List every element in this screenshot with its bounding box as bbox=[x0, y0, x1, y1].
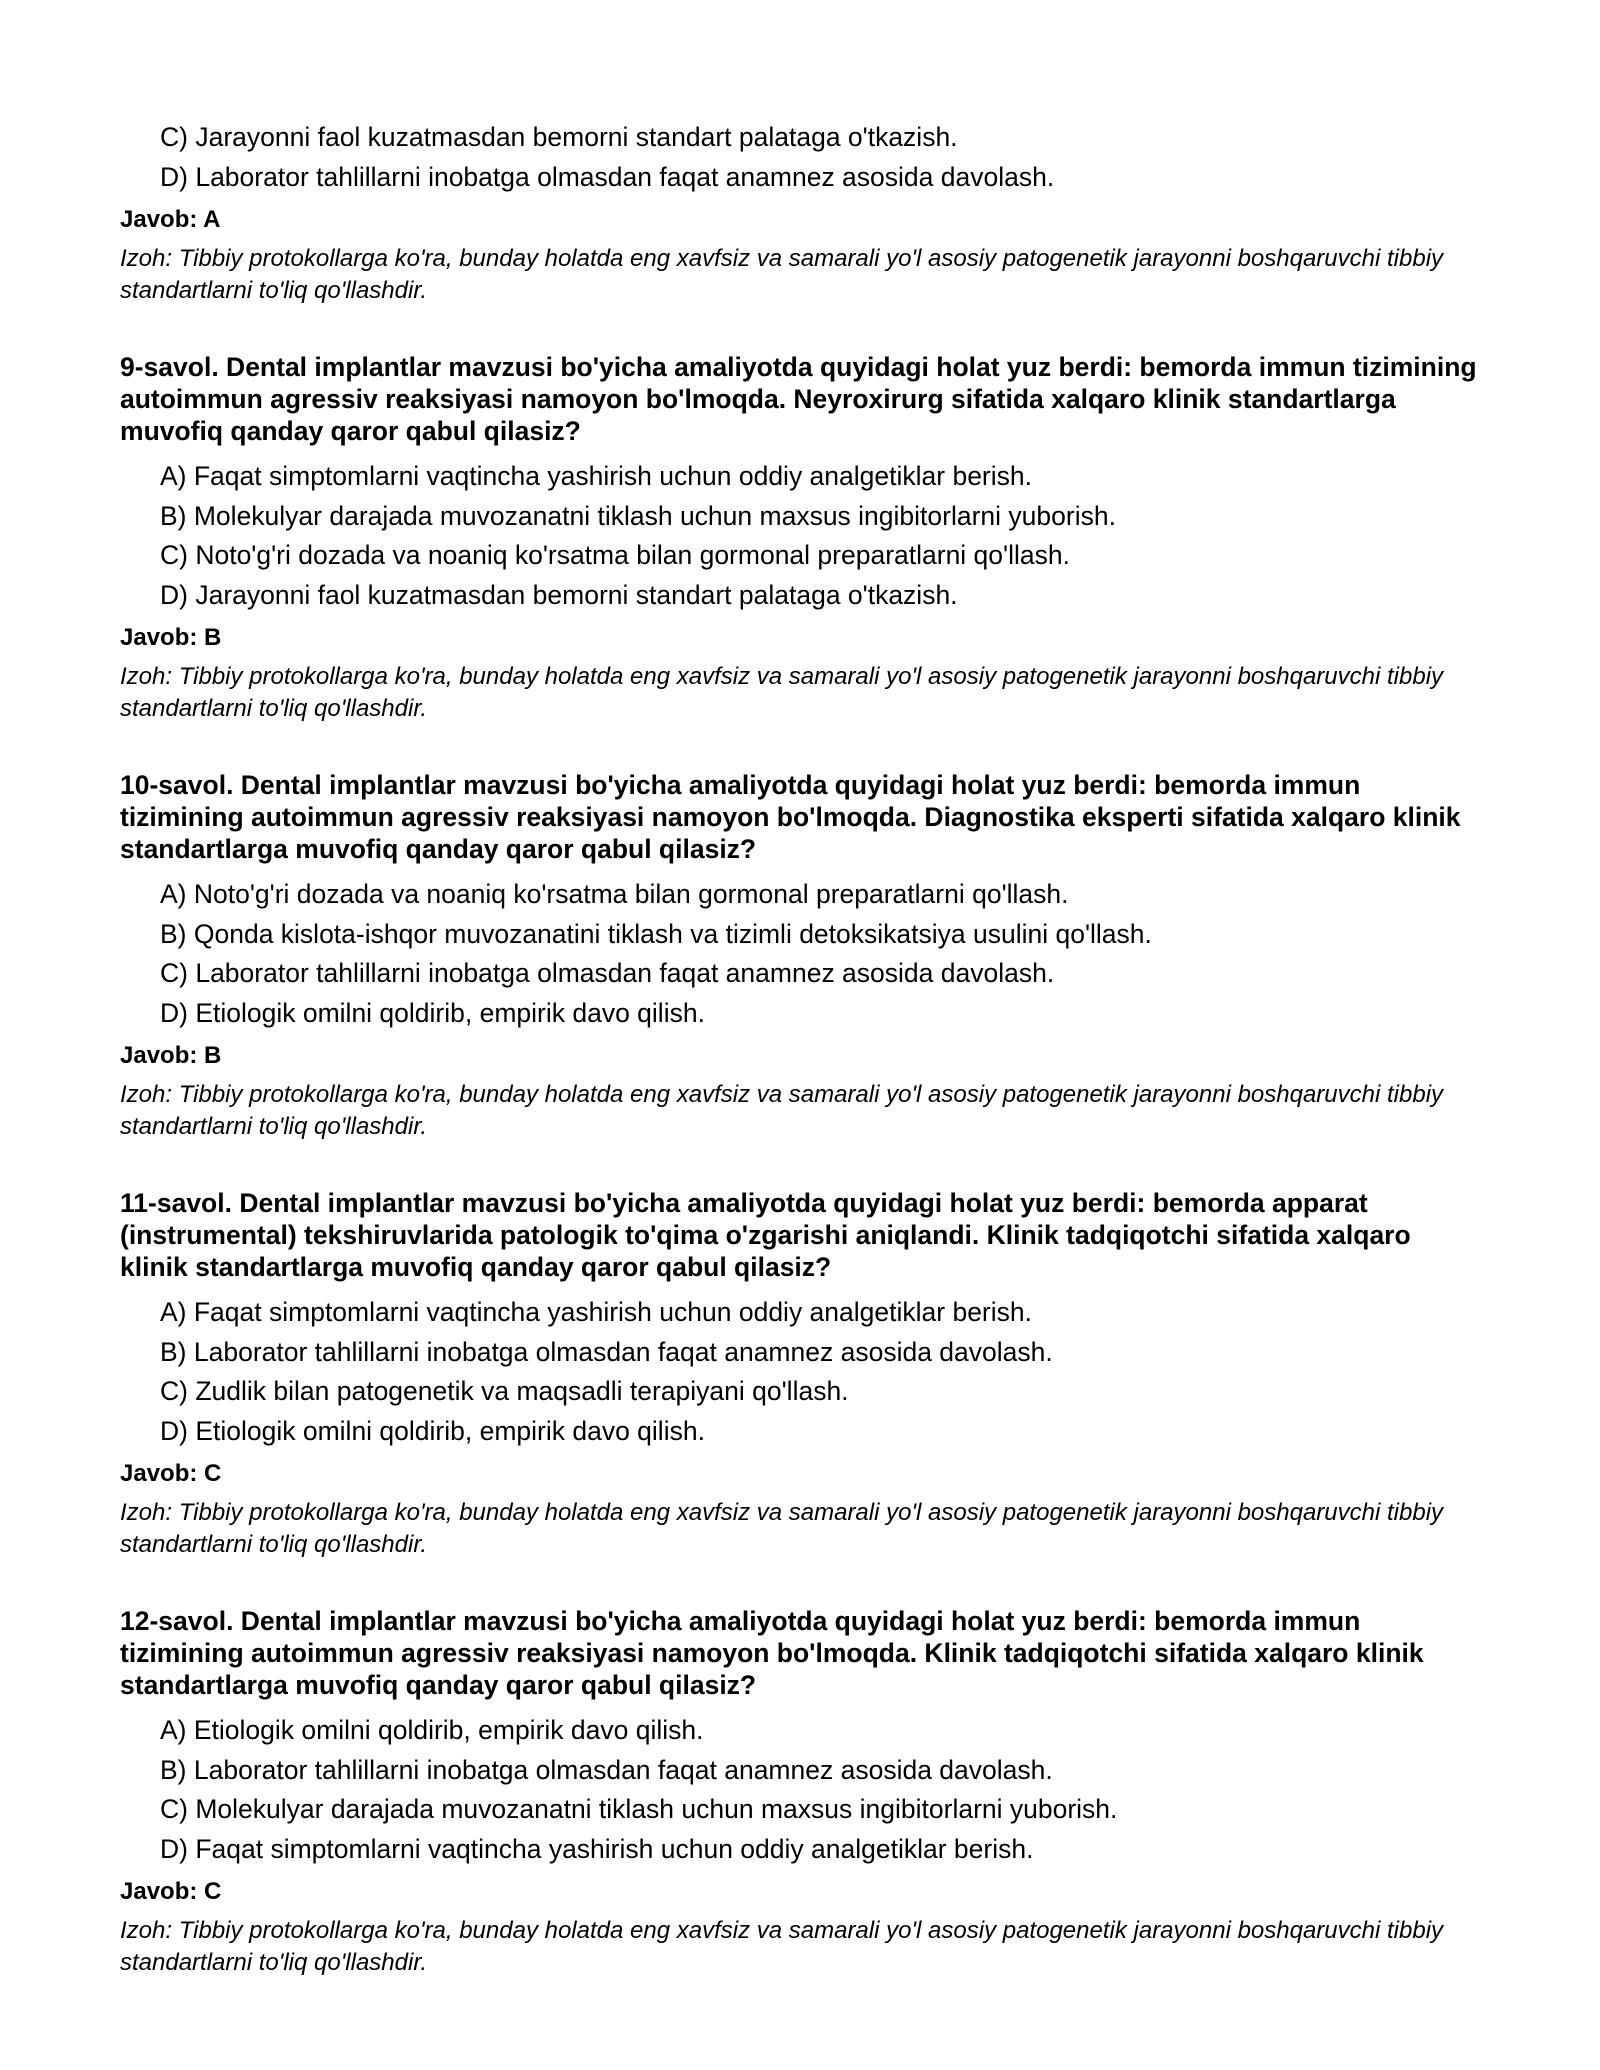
options-list bbox=[120, 118, 1480, 197]
options-list bbox=[120, 457, 1480, 615]
options-list bbox=[120, 1293, 1480, 1451]
option-b: B) Laborator tahlillarni inobatga olmasdan faqat anamnez asosida davolash. bbox=[160, 1754, 1053, 1785]
option-a: A) Faqat simptomlarni vaqtincha yashirish uchun oddiy analgetiklar berish. bbox=[160, 1297, 1032, 1327]
option-c: C) Molekulyar darajada muvozanatni tiklash uchun maxsus ingibitorlarni yuborish. bbox=[160, 1794, 1118, 1824]
option-c: C) Jarayonni faol kuzatmasdan bemorni standart palataga o'tkazish. bbox=[160, 122, 958, 152]
explanation-note: Izoh: Tibbiy protokollarga ko'ra, bunday holatda eng xavfsiz va samarali yo'l asosiy patogenetik jarayonni boshqaruvchi tibbiy standartlarni to'liq qo'llashdir. bbox=[120, 1917, 1444, 1976]
options-list bbox=[120, 1711, 1480, 1869]
answer-label: Javob: B bbox=[120, 624, 222, 651]
option-a: A) Faqat simptomlarni vaqtincha yashirish uchun oddiy analgetiklar berish. bbox=[160, 461, 1032, 491]
answer-label: Javob: A bbox=[120, 206, 221, 233]
question-text: 11-savol. Dental implantlar mavzusi bo'yicha amaliyotda quyidagi holat yuz berdi: bemorda apparat (instrumental) tekshiruvlarida patologik to'qima o'zgarishi aniqlandi. Klinik tadqiqotchi sifatida xalqaro klinik standartlarga muvofiq qanday qaror qabul qilasiz? bbox=[120, 1188, 1411, 1282]
explanation-note: Izoh: Tibbiy protokollarga ko'ra, bunday holatda eng xavfsiz va samarali yo'l asosiy patogenetik jarayonni boshqaruvchi tibbiy standartlarni to'liq qo'llashdir. bbox=[120, 1081, 1444, 1140]
document-page bbox=[120, 118, 1480, 1979]
option-d: D) Etiologik omilni qoldirib, empirik davo qilish. bbox=[160, 1415, 705, 1446]
option-d: D) Etiologik omilni qoldirib, empirik davo qilish. bbox=[160, 997, 705, 1028]
option-b: B) Qonda kislota-ishqor muvozanatini tiklash va tizimli detoksikatsiya usulini qo'llash. bbox=[160, 918, 1152, 949]
answer-label: Javob: B bbox=[120, 1042, 222, 1069]
options-list bbox=[120, 875, 1480, 1033]
answer-label: Javob: C bbox=[120, 1460, 222, 1487]
question-10 bbox=[120, 769, 1480, 1143]
question-8-continuation bbox=[120, 118, 1480, 307]
option-a: A) Etiologik omilni qoldirib, empirik davo qilish. bbox=[160, 1715, 704, 1745]
option-c: C) Zudlik bilan patogenetik va maqsadli terapiyani qo'llash. bbox=[160, 1376, 849, 1406]
question-12 bbox=[120, 1605, 1480, 1979]
question-text: 12-savol. Dental implantlar mavzusi bo'yicha amaliyotda quyidagi holat yuz berdi: bemorda immun tizimining autoimmun agressiv reaksiyasi namoyon bo'lmoqda. Klinik tadqiqotchi sifatida xalqaro klinik standartlarga muvofiq qanday qaror qabul qilasiz? bbox=[120, 1606, 1424, 1700]
explanation-note: Izoh: Tibbiy protokollarga ko'ra, bunday holatda eng xavfsiz va samarali yo'l asosiy patogenetik jarayonni boshqaruvchi tibbiy standartlarni to'liq qo'llashdir. bbox=[120, 663, 1444, 722]
option-c: C) Laborator tahlillarni inobatga olmasdan faqat anamnez asosida davolash. bbox=[160, 958, 1055, 988]
answer-label: Javob: C bbox=[120, 1878, 222, 1905]
question-text: 10-savol. Dental implantlar mavzusi bo'yicha amaliyotda quyidagi holat yuz berdi: bemorda immun tizimining autoimmun agressiv reaksiyasi namoyon bo'lmoqda. Diagnostika eksperti sifatida xalqaro klinik standartlarga muvofiq qanday qaror qabul qilasiz? bbox=[120, 770, 1461, 864]
option-b: B) Laborator tahlillarni inobatga olmasdan faqat anamnez asosida davolash. bbox=[160, 1336, 1053, 1367]
option-d: D) Laborator tahlillarni inobatga olmasdan faqat anamnez asosida davolash. bbox=[160, 161, 1055, 192]
explanation-note: Izoh: Tibbiy protokollarga ko'ra, bunday holatda eng xavfsiz va samarali yo'l asosiy patogenetik jarayonni boshqaruvchi tibbiy standartlarni to'liq qo'llashdir. bbox=[120, 1499, 1444, 1558]
question-text: 9-savol. Dental implantlar mavzusi bo'yicha amaliyotda quyidagi holat yuz berdi: bemorda immun tizimining autoimmun agressiv reaksiyasi namoyon bo'lmoqda. Neyroxirurg sifatida xalqaro klinik standartlarga muvofiq qanday qaror qabul qilasiz? bbox=[120, 352, 1477, 446]
option-b: B) Molekulyar darajada muvozanatni tiklash uchun maxsus ingibitorlarni yuborish. bbox=[160, 500, 1116, 531]
question-9 bbox=[120, 351, 1480, 725]
question-11 bbox=[120, 1187, 1480, 1561]
option-c: C) Noto'g'ri dozada va noaniq ko'rsatma bilan gormonal preparatlarni qo'llash. bbox=[160, 540, 1070, 570]
option-d: D) Faqat simptomlarni vaqtincha yashirish uchun oddiy analgetiklar berish. bbox=[160, 1833, 1034, 1864]
option-d: D) Jarayonni faol kuzatmasdan bemorni standart palataga o'tkazish. bbox=[160, 579, 958, 610]
option-a: A) Noto'g'ri dozada va noaniq ko'rsatma bilan gormonal preparatlarni qo'llash. bbox=[160, 879, 1069, 909]
explanation-note: Izoh: Tibbiy protokollarga ko'ra, bunday holatda eng xavfsiz va samarali yo'l asosiy patogenetik jarayonni boshqaruvchi tibbiy standartlarni to'liq qo'llashdir. bbox=[120, 245, 1444, 304]
